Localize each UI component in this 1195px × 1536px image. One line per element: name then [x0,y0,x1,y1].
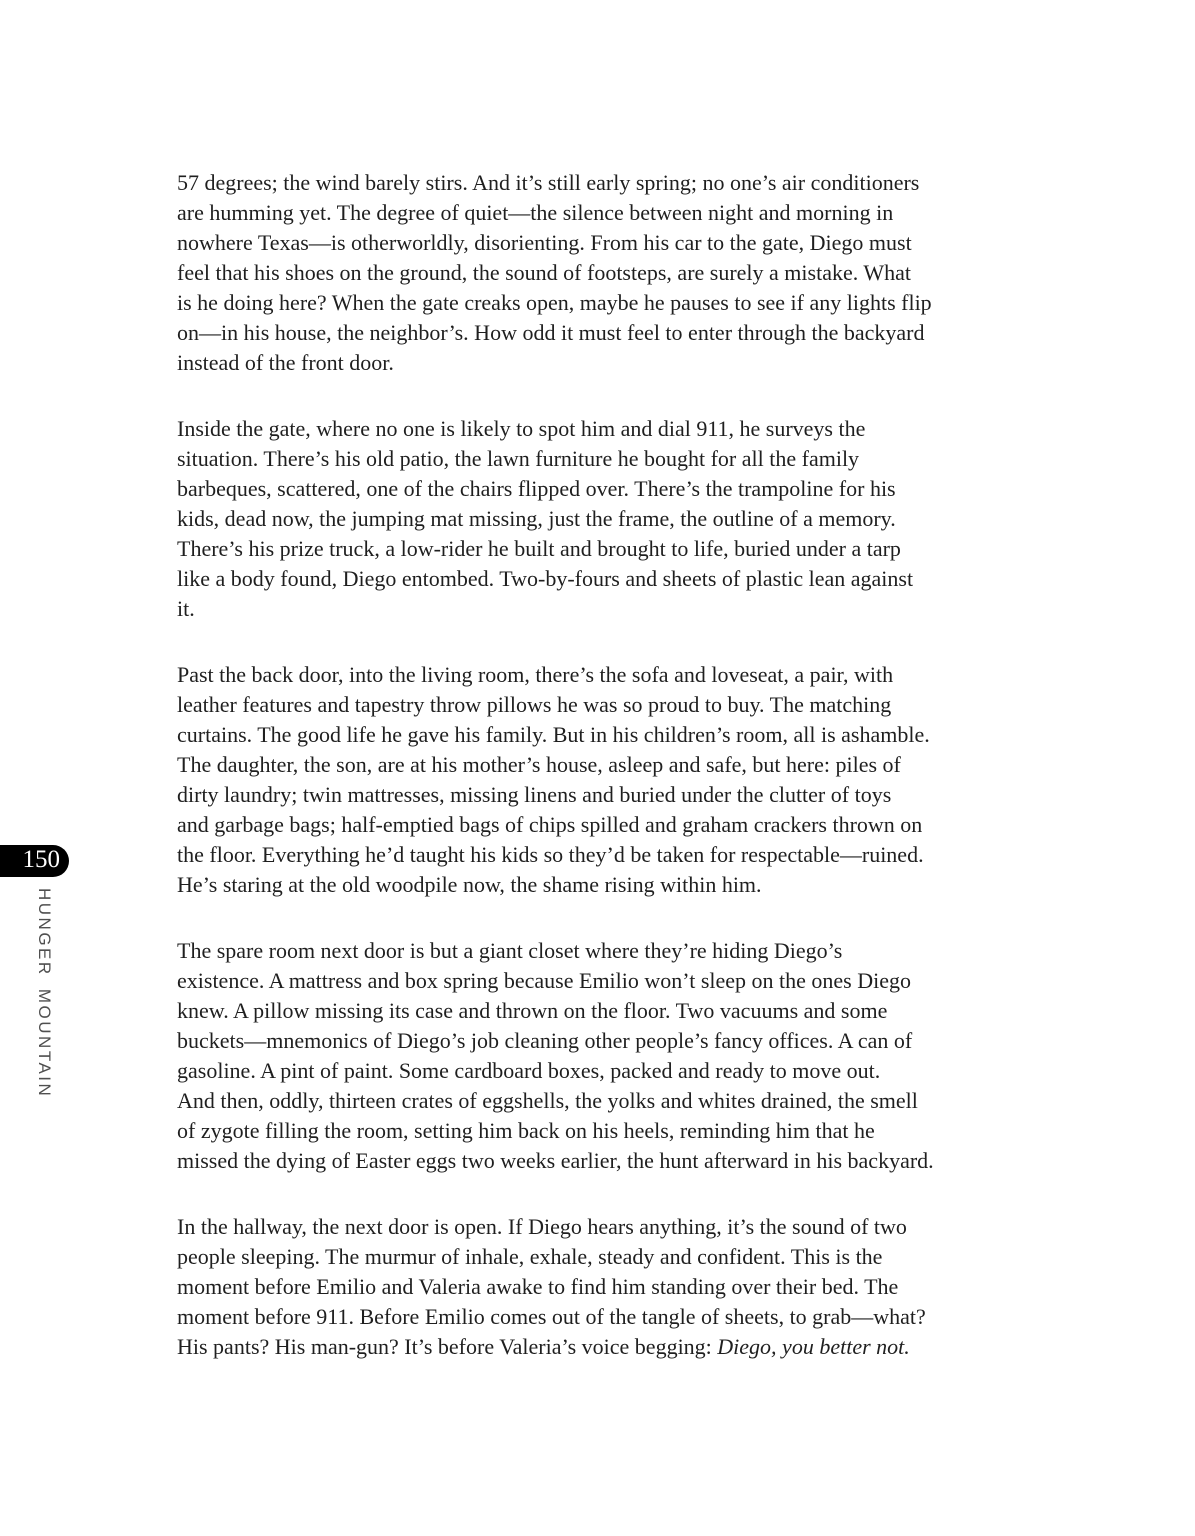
text-line: is he doing here? When the gate creaks open, maybe he pauses to see if any lights flip [177,290,932,315]
text-line: And then, oddly, thirteen crates of eggshells, the yolks and whites drained, the smell [177,1088,918,1113]
text-line: moment before Emilio and Valeria awake to find him standing over their bed. The [177,1274,899,1299]
text-line: like a body found, Diego entombed. Two-by-fours and sheets of plastic lean against [177,566,914,591]
text-line: feel that his shoes on the ground, the sound of footsteps, are surely a mistake. What [177,260,911,285]
text-line: people sleeping. The murmur of inhale, exhale, steady and confident. This is the [177,1244,883,1269]
text-line: on—in his house, the neighbor’s. How odd it must feel to enter through the backyard [177,320,925,345]
text-line: dirty laundry; twin mattresses, missing linens and buried under the clutter of toys [177,782,892,807]
text-line: He’s staring at the old woodpile now, the shame rising within him. [177,872,762,897]
text-line: Inside the gate, where no one is likely to spot him and dial 911, he surveys the [177,416,866,441]
body-text [177,168,1077,1398]
text-line: There’s his prize truck, a low-rider he built and brought to life, buried under a tarp [177,536,901,561]
text-line: situation. There’s his old patio, the lawn furniture he bought for all the family [177,446,860,471]
text-run: His pants? His man-gun? It’s before Valeria’s voice begging: [177,1334,718,1359]
text-line: existence. A mattress and box spring because Emilio won’t sleep on the ones Diego [177,968,911,993]
text-line: and garbage bags; half-emptied bags of chips spilled and graham crackers thrown on [177,812,923,837]
text-line: The spare room next door is but a giant closet where they’re hiding Diego’s [177,938,843,963]
journal-title-vertical: HUNGER MOUNTAIN [35,888,54,1099]
paragraph [177,936,1077,1176]
text-line: knew. A pillow missing its case and thrown on the floor. Two vacuums and some [177,998,888,1023]
text-line: curtains. The good life he gave his family. But in his children’s room, all is ashamble. [177,722,930,747]
text-line: barbeques, scattered, one of the chairs flipped over. There’s the trampoline for his [177,476,896,501]
text-line: moment before 911. Before Emilio comes out of the tangle of sheets, to grab—what? [177,1304,926,1329]
text-line: buckets—mnemonics of Diego’s job cleaning other people’s fancy offices. A can of [177,1028,913,1053]
text-line: instead of the front door. [177,350,394,375]
paragraph [177,414,1077,624]
text-line [177,1332,1077,1362]
page-number: 150 [22,846,60,873]
text-line: kids, dead now, the jumping mat missing, just the frame, the outline of a memory. [177,506,896,531]
paragraph [177,168,1077,378]
text-line: it. [177,596,195,621]
text-line: 57 degrees; the wind barely stirs. And it’s still early spring; no one’s air conditioners [177,170,920,195]
text-line: are humming yet. The degree of quiet—the silence between night and morning in [177,200,894,225]
text-line: leather features and tapestry throw pillows he was so proud to buy. The matching [177,692,892,717]
text-line: nowhere Texas—is otherworldly, disorienting. From his car to the gate, Diego must [177,230,912,255]
text-line: of zygote filling the room, setting him back on his heels, reminding him that he [177,1118,875,1143]
paragraph [177,660,1077,900]
text-line: the floor. Everything he’d taught his kids so they’d be taken for respectable—ruined. [177,842,924,867]
text-line: In the hallway, the next door is open. If Diego hears anything, it’s the sound of two [177,1214,907,1239]
italic-run: Diego, you better not. [717,1334,910,1359]
text-line: Past the back door, into the living room, there’s the sofa and loveseat, a pair, with [177,662,894,687]
text-line: gasoline. A pint of paint. Some cardboard boxes, packed and ready to move out. [177,1058,881,1083]
text-line: missed the dying of Easter eggs two weeks earlier, the hunt afterward in his backyard. [177,1148,934,1173]
text-line: The daughter, the son, are at his mother’s house, asleep and safe, but here: piles of [177,752,901,777]
page-number-tab [0,845,69,877]
paragraph [177,1212,1077,1362]
